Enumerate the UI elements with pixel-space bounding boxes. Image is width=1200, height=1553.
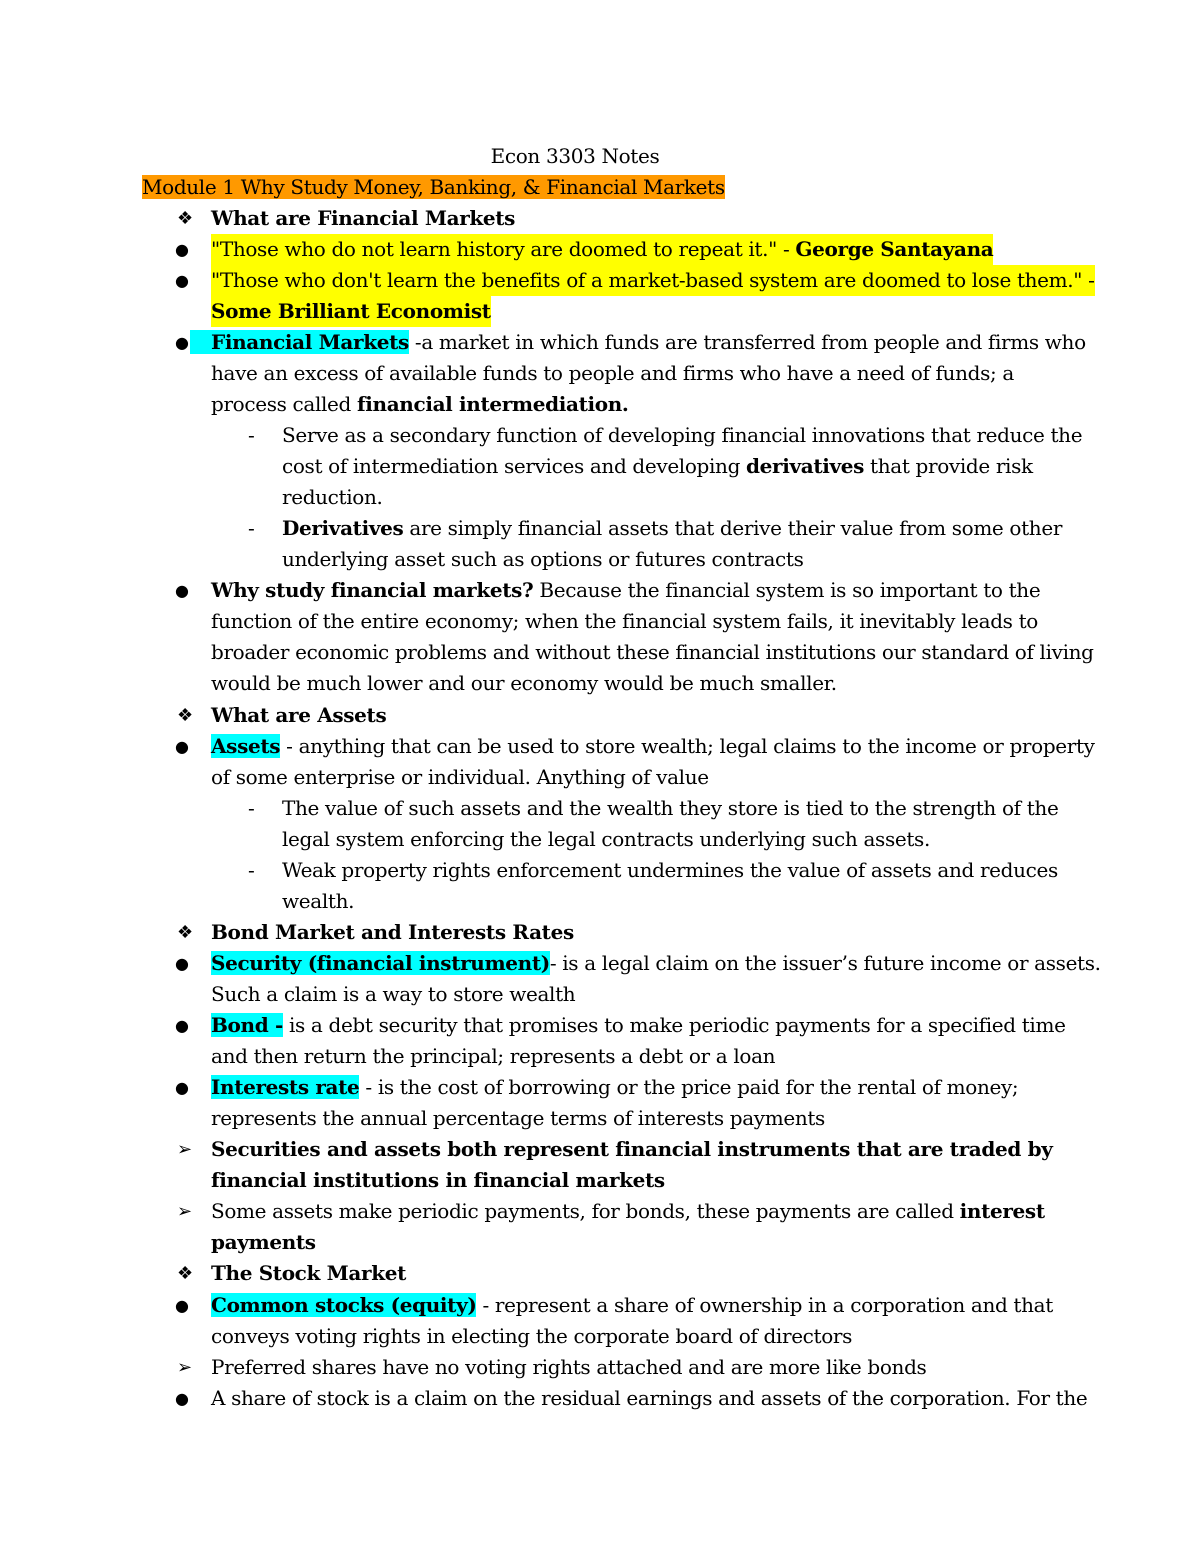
term-interest-rate: Interests rate [211,1075,360,1099]
arrow-bullet-icon: ➢ [177,1357,192,1378]
diamond-bullet-icon: ❖ [177,208,193,229]
bullet-icon: ● [175,1389,189,1408]
dash-bullet-icon: - [248,423,255,447]
term-security: Security (financial instrument) [211,951,550,975]
module-heading [142,172,725,203]
diamond-bullet-icon: ❖ [177,1263,193,1284]
bullet-icon: ● [175,1296,189,1315]
term-bond: Bond - [211,1013,283,1037]
dash-bullet-icon: - [248,796,255,820]
diamond-bullet-icon: ❖ [177,705,193,726]
module-heading-text: Module 1 Why Study Money, Banking, & Financial Markets [142,175,725,199]
page-title: Econ 3303 Notes [490,144,660,168]
bullet-icon: ● [175,1078,189,1097]
dash-bullet-icon: - [248,858,255,882]
term-financial-markets: Financial Markets [190,330,409,354]
term-common-stocks: Common stocks (equity) [211,1293,477,1317]
term-assets: Assets [211,734,281,758]
bullet-icon: ● [175,954,189,973]
bullet-icon: ● [175,333,189,352]
arrow-bullet-icon: ➢ [177,1201,192,1222]
bullet-icon: ● [175,271,189,290]
diamond-bullet-icon: ❖ [177,922,193,943]
bullet-icon: ● [175,581,189,600]
dash-bullet-icon: - [248,516,255,540]
bullet-icon: ● [175,240,189,259]
bullet-icon: ● [175,1016,189,1035]
document-page: Econ 3303 Notes Module 1 Why Study Money, Banking, & Financial Markets ❖ What are Financial Markets ● "Those who do not learn history are doomed to repeat it." - George Santayana ● "Those who don't learn the benefits of a market-based system are doomed to lose them." - Some Brilliant Economist ● Financial Markets -a market in which funds are transferred from people and firms who have an excess of available funds to people and firms who have a need of funds; a process called financial intermediation. - Serve as a secondary function of developing financial innovations that reduce the cost of intermediation services and developing derivatives that provide risk reduction. - Derivatives are simply financial assets that derive their value from some other underlying asset such as options or futures contracts ● Why study financial markets? Because the financial system is so important to the function of the entire economy; when the financial system fails, it inevitably leads to broader economic problems and without these financial institutions our standard of living would be much lower and our economy would be much smaller. ❖ What are Assets ● Assets - anything that can be used to store wealth; legal claims to the income or property of some enterprise or individual. Anything of value - The value of such assets and the wealth they store is tied to the strength of the legal system enforcing the legal contracts underlying such assets. - Weak property rights enforcement undermines the value of assets and reduces wealth. ❖ Bond Market and Interests Rates ● Security (financial instrument)- is a legal claim on the issuer’s future income or assets. Such a claim is a way to store wealth ● Bond - is a debt security that promises to make periodic payments for a specified time and then return the principal; represents a debt or a loan ● Interests rate - is the cost of borrowing or the price paid for the rental of money; represents the annual percentage terms of interests payments ➢ Securities and assets both represent financial instruments that are traded by financial institutions in financial markets ➢ Some assets make periodic payments, for bonds, these payments are called interest payments ❖ The Stock Market ● Common stocks (equity) - represent a share of ownership in a corporation and that conveys voting rights in electing the corporate board of directors ➢ Preferred shares have no voting rights attached and are more like bonds ● A share of stock is a claim on the residual earnings and assets of the corporation. For the [0,0,1200,1553]
arrow-bullet-icon: ➢ [177,1139,192,1160]
bullet-icon: ● [175,737,189,756]
